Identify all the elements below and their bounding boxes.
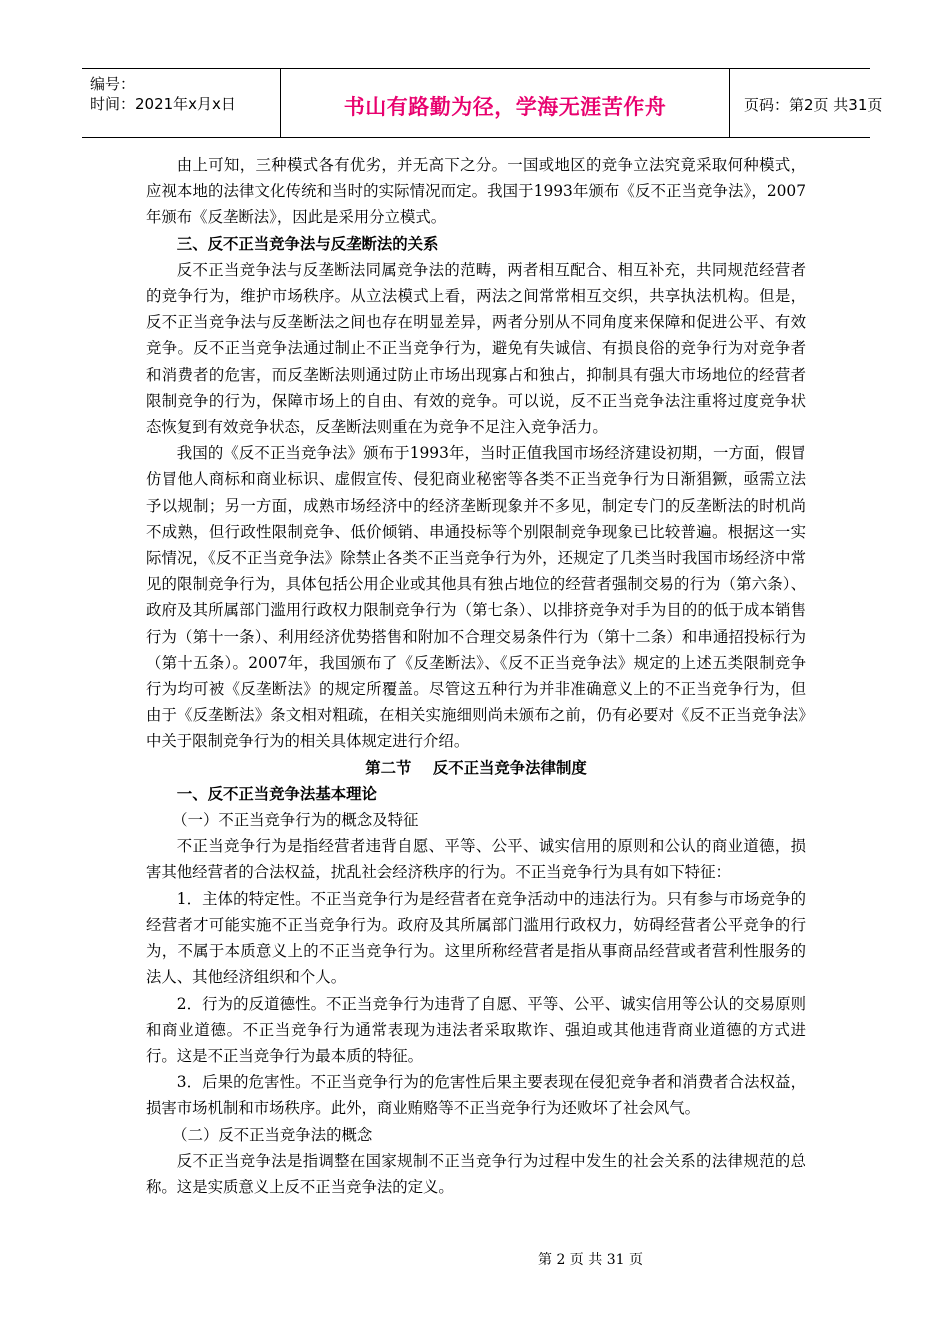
paragraph: 反不正当竞争法是指调整在国家规制不正当竞争行为过程中发生的社会关系的法律规范的总称。这是实质意义上反不正当竞争法的定义。 (146, 1151, 806, 1196)
header-page-number: 页码：第2页 共31页 (744, 96, 883, 114)
list-item: 2．行为的反道德性。不正当竞争行为违背了自愿、平等、公平、诚实信用等公认的交易原则和商业道德。不正当竞争行为通常表现为违法者采取欺诈、强迫或其他违背商业道德的方式进行。这是不正当竞争行为最本质的特征。 (146, 994, 806, 1065)
paragraph: 反不正当竞争法与反垄断法同属竞争法的范畴，两者相互配合、相互补充，共同规范经营者的竞争行为，维护市场秩序。从立法模式上看，两法之间常常相互交织，共享执法机构。但是，反不正当竞争法与反垄断法之间也存在明显差异，两者分别从不同角度来保障和促进公平、有效竞争。反不正当竞争法通过制止不正当竞争行为，避免有失诚信、有损良俗的竞争行为对竞争者和消费者的危害，而反垄断法则通过防止市场出现寡占和独占，抑制具有强大市场地位的经营者限制竞争的行为，保障市场上的自由、有效的竞争。可以说，反不正当竞争法注重将过度竞争状态恢复到有效竞争状态，反垄断法则重在为竞争不足注入竞争活力。 (146, 260, 806, 437)
document-body (146, 152, 806, 1200)
footer-page-number: 第 2 页 共 31 页 (538, 1252, 643, 1268)
document-number-label: 编号： (90, 75, 136, 93)
paragraph: 不正当竞争行为是指经营者违背自愿、平等、公平、诚实信用的原则和公认的商业道德，损害其他经营者的合法权益，扰乱社会经济秩序的行为。不正当竞争行为具有如下特征： (146, 837, 806, 882)
chapter-section-title: 第二节 反不正当竞争法律制度 (365, 758, 587, 777)
subsection-heading: （二）反不正当竞争法的概念 (172, 1125, 373, 1144)
section-heading: 一、反不正当竞争法基本理论 (176, 784, 377, 803)
header-info-cell (82, 69, 281, 137)
header-motto-cell (281, 69, 730, 137)
header-table (82, 68, 883, 138)
header-page-cell (730, 69, 883, 137)
document-date-label: 时间：2021年x月x日 (90, 95, 236, 113)
list-item: 3．后果的危害性。不正当竞争行为的危害性后果主要表现在侵犯竞争者和消费者合法权益，损害市场机制和市场秩序。此外，商业贿赂等不正当竞争行为还败坏了社会风气。 (146, 1073, 806, 1118)
section-heading: 三、反不正当竞争法与反垄断法的关系 (176, 234, 439, 253)
subsection-heading: （一）不正当竞争行为的概念及特征 (172, 811, 419, 830)
paragraph: 由上可知，三种模式各有优劣，并无高下之分。一国或地区的竞争立法究竟采取何种模式，应视本地的法律文化传统和当时的实际情况而定。我国于1993年颁布《反不正当竞争法》，2007年颁布《反垄断法》，因此是采用分立模式。 (146, 156, 806, 227)
list-item: 1．主体的特定性。不正当竞争行为是经营者在竞争活动中的违法行为。只有参与市场竞争的经营者才可能实施不正当竞争行为。政府及其所属部门滥用行政权力，妨碍经营者公平竞争的行为，不属于本质意义上的不正当竞争行为。这里所称经营者是指从事商品经营或者营利性服务的法人、其他经济组织和个人。 (146, 889, 806, 987)
header-motto: 书山有路勤为径，学海无涯苦作舟 (343, 95, 667, 119)
paragraph: 我国的《反不正当竞争法》颁布于1993年，当时正值我国市场经济建设初期，一方面，假冒仿冒他人商标和商业标识、虚假宣传、侵犯商业秘密等各类不正当竞争行为日渐猖獗，亟需立法予以规制；另一方面，成熟市场经济中的经济垄断现象并不多见，制定专门的反垄断法的时机尚不成熟，但行政性限制竞争、低价倾销、串通投标等个别限制竞争现象已比较普遍。根据这一实际情况，《反不正当竞争法》除禁止各类不正当竞争行为外，还规定了几类当时我国市场经济中常见的限制竞争行为，具体包括公用企业或其他具有独占地位的经营者强制交易的行为（第六条）、政府及其所属部门滥用行政权力限制竞争行为（第七条）、以排挤竞争对手为目的的低于成本销售行为（第十一条）、利用经济优势搭售和附加不合理交易条件行为（第十二条）和串通招投标行为（第十五条）。2007年，我国颁布了《反垄断法》、《反不正当竞争法》规定的上述五类限制竞争行为均可被《反垄断法》的规定所覆盖。尽管这五种行为并非准确意义上的不正当竞争行为，但由于《反垄断法》条文相对粗疏，在相关实施细则尚未颁布之前，仍有必要对《反不正当竞争法》中关于限制竞争行为的相关具体规定进行介绍。 (146, 444, 806, 751)
